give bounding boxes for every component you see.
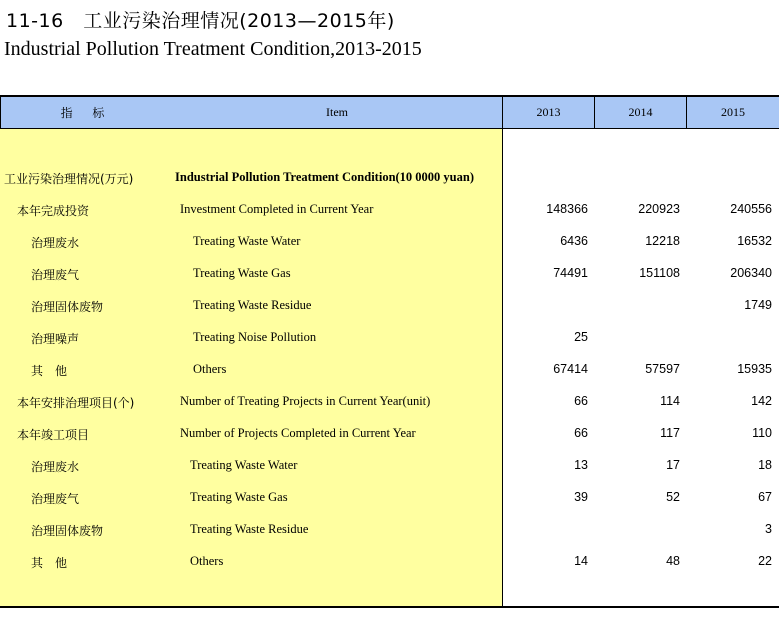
value-2013: 14 [574, 554, 588, 568]
value-2013: 66 [574, 394, 588, 408]
row-label-cn: 本年完成投资 [17, 204, 90, 218]
table-row [0, 458, 779, 478]
row-label-en: Others [193, 362, 227, 376]
table-row [0, 234, 779, 254]
value-2015: 15935 [737, 362, 772, 376]
row-label-cn: 其 他 [31, 364, 68, 378]
row-label-cn: 治理废水 [31, 236, 80, 250]
row-label-en: Treating Waste Gas [190, 490, 288, 504]
row-label-en: Investment Completed in Current Year [180, 202, 374, 216]
row-label-cn: 其 他 [31, 556, 68, 570]
row-label-en: Industrial Pollution Treatment Condition(10 0000 yuan) [175, 170, 474, 184]
row-label-en: Treating Waste Gas [193, 266, 291, 280]
row-label-cn: 治理固体废物 [31, 524, 104, 538]
value-2013: 13 [574, 458, 588, 472]
value-2013: 66 [574, 426, 588, 440]
value-2015: 240556 [730, 202, 772, 216]
header-indicator: 指 标 [0, 97, 172, 129]
value-2013: 74491 [553, 266, 588, 280]
table-title-english: Industrial Pollution Treatment Condition,2013-2015 [4, 38, 422, 60]
value-2015: 110 [752, 426, 772, 440]
value-2013: 39 [574, 490, 588, 504]
header-year-2014: 2014 [594, 97, 686, 129]
table-row [0, 394, 779, 414]
value-2015: 67 [758, 490, 772, 504]
value-2015: 1749 [744, 298, 772, 312]
table-row [0, 202, 779, 222]
value-2015: 3 [765, 522, 772, 536]
table-row [0, 362, 779, 382]
row-label-en: Treating Waste Residue [190, 522, 309, 536]
row-label-en: Number of Treating Projects in Current Year(unit) [180, 394, 431, 408]
table-row [0, 170, 779, 190]
value-2013: 148366 [546, 202, 588, 216]
row-label-en: Treating Waste Water [190, 458, 298, 472]
value-2013: 67414 [553, 362, 588, 376]
table-row [0, 522, 779, 542]
table-bottom-rule [0, 606, 779, 608]
value-2014: 48 [666, 554, 680, 568]
row-label-cn: 治理噪声 [31, 332, 80, 346]
row-label-cn: 治理固体废物 [31, 300, 104, 314]
table-row [0, 298, 779, 318]
value-2015: 16532 [737, 234, 772, 248]
value-2014: 12218 [645, 234, 680, 248]
row-label-cn: 治理废气 [31, 492, 80, 506]
value-2015: 142 [751, 394, 772, 408]
table-row [0, 266, 779, 286]
value-2014: 151108 [639, 266, 680, 280]
row-label-cn: 本年竣工项目 [17, 428, 90, 442]
table-row [0, 554, 779, 574]
header-item: Item [172, 97, 502, 129]
table-row [0, 490, 779, 510]
table-row [0, 330, 779, 350]
row-label-en: Treating Waste Residue [193, 298, 312, 312]
row-label-cn: 治理废气 [31, 268, 80, 282]
value-2014: 220923 [638, 202, 680, 216]
row-label-en: Others [190, 554, 224, 568]
value-2013: 6436 [560, 234, 588, 248]
table-row [0, 426, 779, 446]
row-label-cn: 治理废水 [31, 460, 80, 474]
row-label-en: Treating Waste Water [193, 234, 301, 248]
value-2015: 206340 [730, 266, 772, 280]
value-2013: 25 [574, 330, 588, 344]
value-2015: 18 [758, 458, 772, 472]
value-2014: 117 [660, 426, 680, 440]
row-label-cn: 本年安排治理项目(个) [17, 396, 135, 410]
value-2014: 17 [666, 458, 680, 472]
row-label-en: Number of Projects Completed in Current Year [180, 426, 416, 440]
value-2015: 22 [758, 554, 772, 568]
row-label-cn: 工业污染治理情况(万元) [4, 172, 134, 186]
header-year-2015: 2015 [686, 97, 779, 129]
table-title-chinese: 11-16 工业污染治理情况(2013—2015年) [6, 10, 395, 32]
value-2014: 52 [666, 490, 680, 504]
value-2014: 114 [660, 394, 680, 408]
header-year-2013: 2013 [502, 97, 594, 129]
value-2014: 57597 [645, 362, 680, 376]
row-label-en: Treating Noise Pollution [193, 330, 317, 344]
